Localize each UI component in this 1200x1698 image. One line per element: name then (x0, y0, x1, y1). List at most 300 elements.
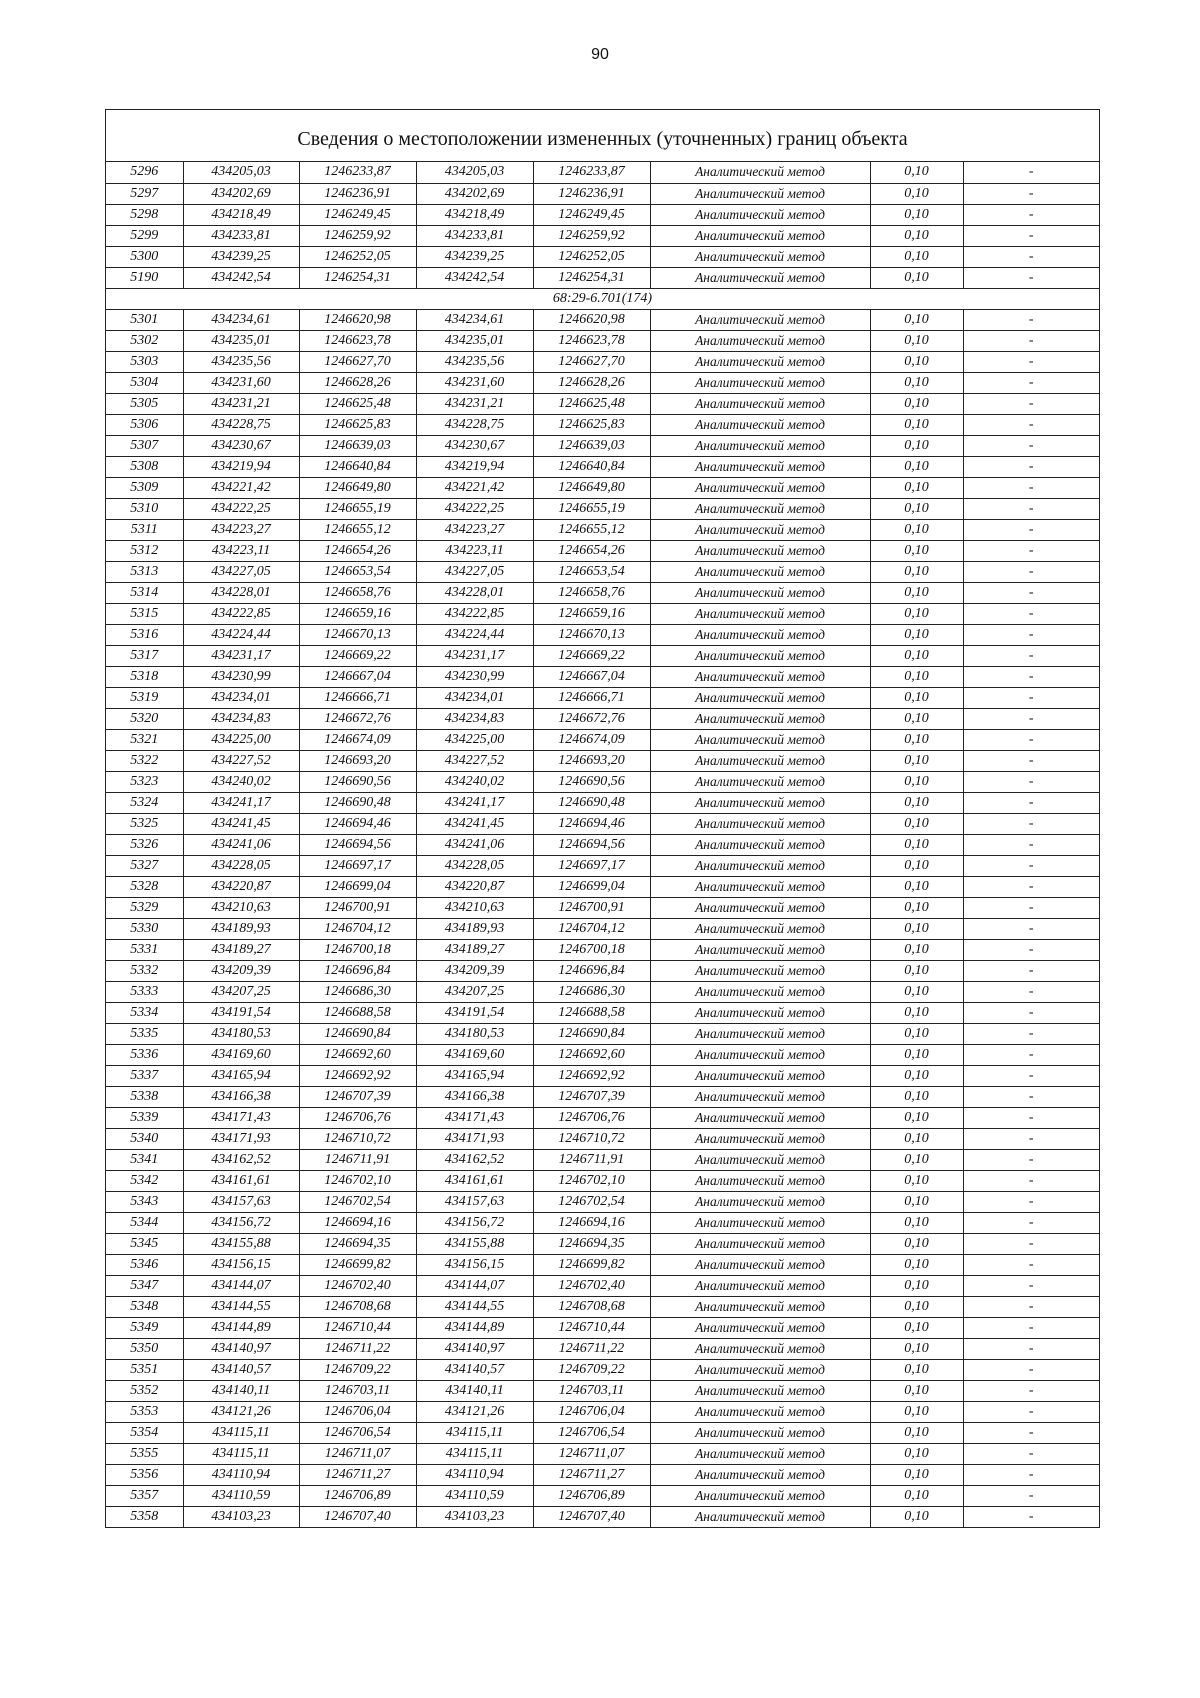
point-number: 5338 (106, 1086, 183, 1107)
x-new: 434227,05 (416, 561, 533, 582)
table-row (106, 351, 1099, 372)
accuracy-cell: 0,10 (870, 1149, 963, 1170)
table-row (106, 1443, 1099, 1464)
note-cell: - (963, 435, 1099, 456)
method-cell: Аналитический метод (650, 372, 870, 393)
table-row (106, 246, 1099, 267)
table-row (106, 1191, 1099, 1212)
accuracy-cell: 0,10 (870, 729, 963, 750)
x-existing: 434169,60 (183, 1044, 299, 1065)
method-cell: Аналитический метод (650, 771, 870, 792)
y-existing: 1246692,60 (299, 1044, 416, 1065)
y-new: 1246711,91 (533, 1149, 650, 1170)
y-new: 1246625,48 (533, 393, 650, 414)
x-new: 434231,21 (416, 393, 533, 414)
y-new: 1246233,87 (533, 162, 650, 183)
table-row (106, 855, 1099, 876)
table-row (106, 1485, 1099, 1506)
note-cell: - (963, 498, 1099, 519)
x-new: 434222,85 (416, 603, 533, 624)
method-cell: Аналитический метод (650, 876, 870, 897)
table-row (106, 771, 1099, 792)
method-cell: Аналитический метод (650, 1296, 870, 1317)
point-number: 5297 (106, 183, 183, 204)
method-cell: Аналитический метод (650, 1086, 870, 1107)
x-new: 434166,38 (416, 1086, 533, 1107)
table-row (106, 1212, 1099, 1233)
point-number: 5333 (106, 981, 183, 1002)
point-number: 5321 (106, 729, 183, 750)
point-number: 5356 (106, 1464, 183, 1485)
y-existing: 1246667,04 (299, 666, 416, 687)
point-number: 5325 (106, 813, 183, 834)
method-cell: Аналитический метод (650, 1401, 870, 1422)
y-new: 1246627,70 (533, 351, 650, 372)
x-existing: 434235,01 (183, 330, 299, 351)
x-new: 434140,57 (416, 1359, 533, 1380)
x-new: 434234,61 (416, 309, 533, 330)
point-number: 5302 (106, 330, 183, 351)
y-existing: 1246696,84 (299, 960, 416, 981)
table-row (106, 561, 1099, 582)
point-number: 5339 (106, 1107, 183, 1128)
accuracy-cell: 0,10 (870, 498, 963, 519)
method-cell: Аналитический метод (650, 414, 870, 435)
point-number: 5299 (106, 225, 183, 246)
point-number: 5306 (106, 414, 183, 435)
accuracy-cell: 0,10 (870, 1233, 963, 1254)
point-number: 5340 (106, 1128, 183, 1149)
x-new: 434144,89 (416, 1317, 533, 1338)
x-new: 434157,63 (416, 1191, 533, 1212)
x-existing: 434230,67 (183, 435, 299, 456)
x-new: 434103,23 (416, 1506, 533, 1527)
note-cell: - (963, 1485, 1099, 1506)
y-existing: 1246233,87 (299, 162, 416, 183)
note-cell: - (963, 1149, 1099, 1170)
accuracy-cell: 0,10 (870, 1254, 963, 1275)
method-cell: Аналитический метод (650, 1443, 870, 1464)
table-row (106, 1044, 1099, 1065)
y-new: 1246654,26 (533, 540, 650, 561)
note-cell: - (963, 204, 1099, 225)
method-cell: Аналитический метод (650, 1002, 870, 1023)
boundary-table (105, 109, 1100, 1528)
y-existing: 1246694,16 (299, 1212, 416, 1233)
accuracy-cell: 0,10 (870, 687, 963, 708)
note-cell: - (963, 1002, 1099, 1023)
method-cell: Аналитический метод (650, 792, 870, 813)
point-number: 5331 (106, 939, 183, 960)
accuracy-cell: 0,10 (870, 834, 963, 855)
y-new: 1246694,16 (533, 1212, 650, 1233)
y-existing: 1246252,05 (299, 246, 416, 267)
x-existing: 434140,97 (183, 1338, 299, 1359)
method-cell: Аналитический метод (650, 1044, 870, 1065)
point-number: 5320 (106, 708, 183, 729)
method-cell: Аналитический метод (650, 813, 870, 834)
accuracy-cell: 0,10 (870, 456, 963, 477)
x-existing: 434227,05 (183, 561, 299, 582)
table-row (106, 708, 1099, 729)
table-row (106, 1401, 1099, 1422)
x-existing: 434171,43 (183, 1107, 299, 1128)
note-cell: - (963, 561, 1099, 582)
accuracy-cell: 0,10 (870, 1359, 963, 1380)
x-existing: 434241,17 (183, 792, 299, 813)
accuracy-cell: 0,10 (870, 1065, 963, 1086)
note-cell: - (963, 1023, 1099, 1044)
x-new: 434171,43 (416, 1107, 533, 1128)
accuracy-cell: 0,10 (870, 204, 963, 225)
y-existing: 1246649,80 (299, 477, 416, 498)
accuracy-cell: 0,10 (870, 1296, 963, 1317)
y-existing: 1246707,40 (299, 1506, 416, 1527)
y-new: 1246709,22 (533, 1359, 650, 1380)
method-cell: Аналитический метод (650, 687, 870, 708)
note-cell: - (963, 1317, 1099, 1338)
table-row (106, 813, 1099, 834)
y-new: 1246640,84 (533, 456, 650, 477)
table-row (106, 666, 1099, 687)
accuracy-cell: 0,10 (870, 1044, 963, 1065)
note-cell: - (963, 330, 1099, 351)
y-new: 1246711,27 (533, 1464, 650, 1485)
x-existing: 434227,52 (183, 750, 299, 771)
point-number: 5313 (106, 561, 183, 582)
method-cell: Аналитический метод (650, 1422, 870, 1443)
point-number: 5357 (106, 1485, 183, 1506)
x-existing: 434155,88 (183, 1233, 299, 1254)
method-cell: Аналитический метод (650, 561, 870, 582)
method-cell: Аналитический метод (650, 666, 870, 687)
note-cell: - (963, 1359, 1099, 1380)
note-cell: - (963, 603, 1099, 624)
point-number: 5323 (106, 771, 183, 792)
coordinates-table (106, 162, 1099, 1527)
table-row (106, 1086, 1099, 1107)
note-cell: - (963, 582, 1099, 603)
accuracy-cell: 0,10 (870, 1275, 963, 1296)
method-cell: Аналитический метод (650, 1128, 870, 1149)
table-row (106, 1296, 1099, 1317)
y-existing: 1246655,19 (299, 498, 416, 519)
y-new: 1246628,26 (533, 372, 650, 393)
table-row (106, 204, 1099, 225)
x-existing: 434144,89 (183, 1317, 299, 1338)
y-existing: 1246700,91 (299, 897, 416, 918)
table-row (106, 162, 1099, 183)
y-new: 1246655,19 (533, 498, 650, 519)
x-existing: 434231,60 (183, 372, 299, 393)
y-new: 1246639,03 (533, 435, 650, 456)
point-number: 5348 (106, 1296, 183, 1317)
accuracy-cell: 0,10 (870, 225, 963, 246)
method-cell: Аналитический метод (650, 708, 870, 729)
note-cell: - (963, 1233, 1099, 1254)
method-cell: Аналитический метод (650, 330, 870, 351)
y-existing: 1246708,68 (299, 1296, 416, 1317)
note-cell: - (963, 1212, 1099, 1233)
x-existing: 434140,11 (183, 1380, 299, 1401)
y-new: 1246259,92 (533, 225, 650, 246)
x-existing: 434222,85 (183, 603, 299, 624)
table-row (106, 519, 1099, 540)
x-existing: 434223,27 (183, 519, 299, 540)
accuracy-cell: 0,10 (870, 1191, 963, 1212)
method-cell: Аналитический метод (650, 855, 870, 876)
y-existing: 1246655,12 (299, 519, 416, 540)
note-cell: - (963, 1422, 1099, 1443)
accuracy-cell: 0,10 (870, 267, 963, 288)
method-cell: Аналитический метод (650, 981, 870, 1002)
y-new: 1246710,72 (533, 1128, 650, 1149)
note-cell: - (963, 1086, 1099, 1107)
y-new: 1246699,82 (533, 1254, 650, 1275)
point-number: 5358 (106, 1506, 183, 1527)
y-existing: 1246666,71 (299, 687, 416, 708)
x-new: 434140,97 (416, 1338, 533, 1359)
x-new: 434180,53 (416, 1023, 533, 1044)
y-existing: 1246704,12 (299, 918, 416, 939)
x-existing: 434191,54 (183, 1002, 299, 1023)
note-cell: - (963, 1065, 1099, 1086)
y-existing: 1246686,30 (299, 981, 416, 1002)
y-new: 1246707,39 (533, 1086, 650, 1107)
y-existing: 1246711,22 (299, 1338, 416, 1359)
point-number: 5311 (106, 519, 183, 540)
accuracy-cell: 0,10 (870, 1002, 963, 1023)
table-row (106, 477, 1099, 498)
x-existing: 434242,54 (183, 267, 299, 288)
note-cell: - (963, 456, 1099, 477)
y-existing: 1246702,10 (299, 1170, 416, 1191)
y-new: 1246674,09 (533, 729, 650, 750)
point-number: 5309 (106, 477, 183, 498)
method-cell: Аналитический метод (650, 1065, 870, 1086)
method-cell: Аналитический метод (650, 1191, 870, 1212)
method-cell: Аналитический метод (650, 246, 870, 267)
y-existing: 1246674,09 (299, 729, 416, 750)
y-existing: 1246703,11 (299, 1380, 416, 1401)
note-cell: - (963, 519, 1099, 540)
note-cell: - (963, 1338, 1099, 1359)
y-existing: 1246697,17 (299, 855, 416, 876)
method-cell: Аналитический метод (650, 750, 870, 771)
y-new: 1246692,92 (533, 1065, 650, 1086)
table-title: Сведения о местоположении измененных (уточненных) границ объекта (106, 110, 1099, 162)
x-existing: 434110,59 (183, 1485, 299, 1506)
point-number: 5307 (106, 435, 183, 456)
x-new: 434227,52 (416, 750, 533, 771)
x-new: 434223,11 (416, 540, 533, 561)
y-existing: 1246706,89 (299, 1485, 416, 1506)
x-new: 434235,56 (416, 351, 533, 372)
table-row (106, 729, 1099, 750)
method-cell: Аналитический метод (650, 834, 870, 855)
accuracy-cell: 0,10 (870, 645, 963, 666)
table-row (106, 939, 1099, 960)
table-row (106, 750, 1099, 771)
x-new: 434209,39 (416, 960, 533, 981)
x-existing: 434241,06 (183, 834, 299, 855)
table-row (106, 330, 1099, 351)
note-cell: - (963, 918, 1099, 939)
note-cell: - (963, 540, 1099, 561)
table-row (106, 1149, 1099, 1170)
accuracy-cell: 0,10 (870, 1422, 963, 1443)
table-row (106, 1275, 1099, 1296)
y-existing: 1246259,92 (299, 225, 416, 246)
table-row (106, 183, 1099, 204)
note-cell: - (963, 477, 1099, 498)
note-cell: - (963, 1170, 1099, 1191)
y-new: 1246690,84 (533, 1023, 650, 1044)
y-new: 1246704,12 (533, 918, 650, 939)
method-cell: Аналитический метод (650, 918, 870, 939)
note-cell: - (963, 855, 1099, 876)
y-existing: 1246711,91 (299, 1149, 416, 1170)
note-cell: - (963, 183, 1099, 204)
x-existing: 434144,07 (183, 1275, 299, 1296)
point-number: 5336 (106, 1044, 183, 1065)
accuracy-cell: 0,10 (870, 414, 963, 435)
x-new: 434241,17 (416, 792, 533, 813)
y-existing: 1246640,84 (299, 456, 416, 477)
y-new: 1246694,35 (533, 1233, 650, 1254)
table-row (106, 393, 1099, 414)
y-existing: 1246669,22 (299, 645, 416, 666)
x-new: 434220,87 (416, 876, 533, 897)
x-existing: 434140,57 (183, 1359, 299, 1380)
x-new: 434210,63 (416, 897, 533, 918)
y-new: 1246700,18 (533, 939, 650, 960)
y-new: 1246699,04 (533, 876, 650, 897)
y-existing: 1246709,22 (299, 1359, 416, 1380)
x-existing: 434233,81 (183, 225, 299, 246)
note-cell: - (963, 645, 1099, 666)
point-number: 5319 (106, 687, 183, 708)
x-new: 434231,60 (416, 372, 533, 393)
y-new: 1246690,56 (533, 771, 650, 792)
note-cell: - (963, 351, 1099, 372)
x-existing: 434234,01 (183, 687, 299, 708)
x-new: 434228,05 (416, 855, 533, 876)
point-number: 5303 (106, 351, 183, 372)
y-new: 1246252,05 (533, 246, 650, 267)
table-row (106, 1065, 1099, 1086)
table-row (106, 540, 1099, 561)
table-row (106, 225, 1099, 246)
table-row (106, 645, 1099, 666)
accuracy-cell: 0,10 (870, 393, 963, 414)
accuracy-cell: 0,10 (870, 162, 963, 183)
x-existing: 434209,39 (183, 960, 299, 981)
accuracy-cell: 0,10 (870, 1317, 963, 1338)
method-cell: Аналитический метод (650, 645, 870, 666)
note-cell: - (963, 1107, 1099, 1128)
point-number: 5355 (106, 1443, 183, 1464)
y-existing: 1246628,26 (299, 372, 416, 393)
x-new: 434140,11 (416, 1380, 533, 1401)
y-existing: 1246627,70 (299, 351, 416, 372)
x-existing: 434228,75 (183, 414, 299, 435)
y-new: 1246702,40 (533, 1275, 650, 1296)
table-row (106, 1128, 1099, 1149)
y-new: 1246703,11 (533, 1380, 650, 1401)
y-existing: 1246702,40 (299, 1275, 416, 1296)
accuracy-cell: 0,10 (870, 183, 963, 204)
x-new: 434221,42 (416, 477, 533, 498)
table-row (106, 1233, 1099, 1254)
y-new: 1246706,54 (533, 1422, 650, 1443)
y-new: 1246669,22 (533, 645, 650, 666)
y-existing: 1246694,56 (299, 834, 416, 855)
y-new: 1246708,68 (533, 1296, 650, 1317)
note-cell: - (963, 939, 1099, 960)
y-new: 1246694,56 (533, 834, 650, 855)
point-number: 5347 (106, 1275, 183, 1296)
x-existing: 434240,02 (183, 771, 299, 792)
x-existing: 434115,11 (183, 1443, 299, 1464)
table-row (106, 960, 1099, 981)
x-existing: 434207,25 (183, 981, 299, 1002)
note-cell: - (963, 1128, 1099, 1149)
method-cell: Аналитический метод (650, 393, 870, 414)
point-number: 5352 (106, 1380, 183, 1401)
accuracy-cell: 0,10 (870, 603, 963, 624)
x-existing: 434235,56 (183, 351, 299, 372)
y-existing: 1246692,92 (299, 1065, 416, 1086)
note-cell: - (963, 1275, 1099, 1296)
x-new: 434235,01 (416, 330, 533, 351)
y-existing: 1246694,35 (299, 1233, 416, 1254)
y-new: 1246236,91 (533, 183, 650, 204)
method-cell: Аналитический метод (650, 309, 870, 330)
point-number: 5327 (106, 855, 183, 876)
note-cell: - (963, 267, 1099, 288)
x-new: 434239,25 (416, 246, 533, 267)
table-row (106, 687, 1099, 708)
x-new: 434144,07 (416, 1275, 533, 1296)
accuracy-cell: 0,10 (870, 771, 963, 792)
y-new: 1246693,20 (533, 750, 650, 771)
x-new: 434121,26 (416, 1401, 533, 1422)
y-new: 1246702,10 (533, 1170, 650, 1191)
y-existing: 1246706,04 (299, 1401, 416, 1422)
x-existing: 434161,61 (183, 1170, 299, 1191)
point-number: 5304 (106, 372, 183, 393)
group-label: 68:29-6.701(174) (106, 288, 1099, 309)
x-existing: 434241,45 (183, 813, 299, 834)
x-existing: 434218,49 (183, 204, 299, 225)
table-row (106, 1317, 1099, 1338)
accuracy-cell: 0,10 (870, 372, 963, 393)
y-existing: 1246654,26 (299, 540, 416, 561)
point-number: 5298 (106, 204, 183, 225)
accuracy-cell: 0,10 (870, 750, 963, 771)
method-cell: Аналитический метод (650, 1254, 870, 1275)
y-existing: 1246639,03 (299, 435, 416, 456)
table-row (106, 1464, 1099, 1485)
y-existing: 1246690,56 (299, 771, 416, 792)
y-existing: 1246653,54 (299, 561, 416, 582)
method-cell: Аналитический метод (650, 1485, 870, 1506)
point-number: 5329 (106, 897, 183, 918)
x-existing: 434166,38 (183, 1086, 299, 1107)
accuracy-cell: 0,10 (870, 540, 963, 561)
table-row (106, 1359, 1099, 1380)
